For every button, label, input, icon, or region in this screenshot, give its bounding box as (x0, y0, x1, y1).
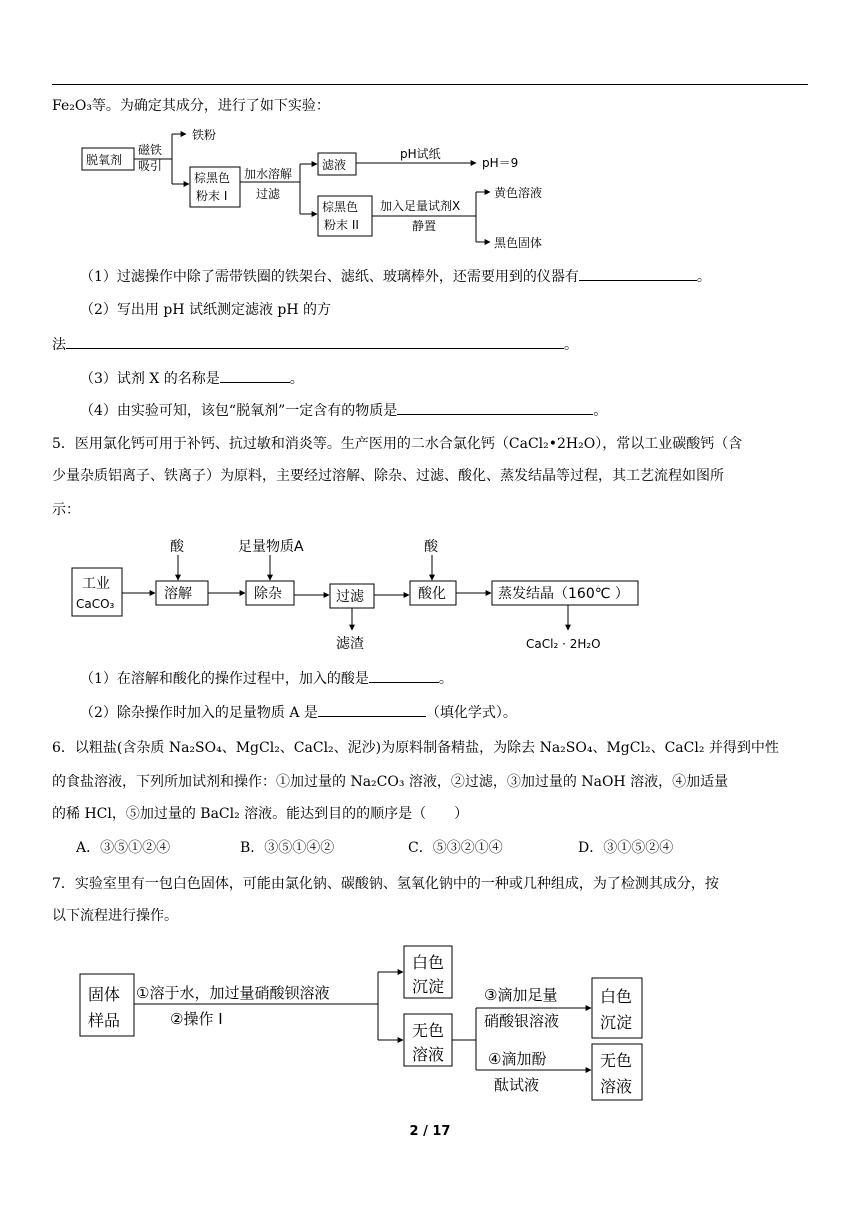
clear-solution-1a: 无色 (412, 1021, 445, 1040)
acid-input-1: 酸 (170, 539, 184, 555)
q5-line1: 5．医用氯化钙可用于补钙、抗过敏和消炎等。生产医用的二水合氯化钙（CaCl₂•2H₂O），常以工业碳酸钙（含 (52, 436, 743, 452)
raw-material-label-2: CaCO₃ (76, 597, 115, 611)
dissolve-step: 溶解 (164, 586, 192, 602)
q6-option-c[interactable]: C．⑤③②①④ (408, 840, 503, 856)
dissolve-label: 加水溶解 (244, 167, 293, 181)
magnet-label-1: 磁铁 (138, 143, 163, 157)
ph-result-label: pH＝9 (482, 156, 519, 170)
step2-label: ②操作 I (170, 1010, 223, 1028)
answer-blank[interactable] (220, 368, 290, 383)
substance-a-input: 足量物质A (238, 539, 304, 555)
step3-label-b: 硝酸银溶液 (484, 1012, 560, 1030)
ph-paper-label: pH试纸 (400, 147, 441, 161)
filter-label: 过滤 (256, 187, 281, 201)
clear-solution-2a: 无色 (600, 1051, 633, 1070)
clear-solution-1b: 溶液 (412, 1045, 445, 1064)
magnet-label-2: 吸引 (138, 159, 163, 173)
start-box-label: 脱氧剂 (86, 153, 123, 167)
q5-part1: （1）在溶解和酸化的操作过程中，加入的酸是 。 (80, 668, 453, 689)
intro-text: Fe₂O₃等。为确定其成分，进行了如下实验： (52, 98, 330, 114)
powder2-label-b: 粉末 II (324, 218, 359, 232)
filtrate-box-label: 滤液 (322, 158, 347, 172)
q4-part4: （4）由实验可知，该包“脱氧剂”一定含有的物质是 。 (80, 400, 607, 421)
acid-input-2: 酸 (424, 539, 438, 555)
clear-solution-2b: 溶液 (600, 1077, 633, 1096)
q6-option-b[interactable]: B．③⑤①④② (240, 840, 335, 856)
reagent-label: 加入足量试剂X (380, 199, 461, 213)
page-number: 2 / 17 (409, 1124, 451, 1139)
white-precipitate-2b: 沉淀 (600, 1013, 633, 1032)
q5-line3: 示： (52, 502, 80, 518)
answer-blank[interactable] (318, 702, 426, 717)
q6-line1: 6．以粗盐(含杂质 Na₂SO₄、MgCl₂、CaCl₂、泥沙)为原料制备精盐，为除去 Na₂SO₄、MgCl₂、CaCl₂ 并得到中性 (52, 740, 779, 756)
yellow-solution-label: 黄色溶液 (494, 186, 543, 200)
q5-line2: 少量杂质铝离子、铁离子）为原料，主要经过溶解、除杂、过滤、酸化、蒸发结晶等过程，其工艺流程如图所 (52, 468, 724, 484)
q5-part2: （2）除杂操作时加入的足量物质 A 是 （填化学式）。 (80, 702, 517, 723)
step1-label: ①溶于水，加过量硝酸钡溶液 (136, 984, 330, 1002)
powder1-label-a: 棕黑色 (194, 171, 231, 185)
sample-label-2: 样品 (88, 1011, 121, 1030)
residue-output: 滤渣 (336, 636, 364, 652)
q4-part2-line1: （2）写出用 pH 试纸测定滤液 pH 的方 (80, 302, 332, 318)
white-precipitate-1b: 沉淀 (412, 977, 445, 996)
q6-line3: 的稀 HCl，⑤加过量的 BaCl₂ 溶液。能达到目的的顺序是（ ） (52, 806, 469, 822)
filter-step: 过滤 (336, 589, 364, 605)
q6-option-d[interactable]: D．③①⑤②④ (578, 840, 674, 856)
answer-blank[interactable] (66, 334, 564, 349)
stand-label: 静置 (412, 219, 437, 233)
powder2-label-a: 棕黑色 (322, 200, 359, 214)
header-rule (52, 84, 808, 85)
raw-material-label-1: 工业 (82, 576, 110, 592)
q6-option-a[interactable]: A．③⑤①②④ (76, 840, 171, 856)
step4-label-b: 酞试液 (494, 1076, 540, 1094)
q4-part3: （3）试剂 X 的名称是 。 (80, 368, 304, 389)
white-precipitate-1a: 白色 (412, 953, 445, 972)
white-precipitate-2a: 白色 (600, 987, 633, 1006)
step3-label-a: ③滴加足量 (484, 986, 558, 1004)
product-output: CaCl₂ · 2H₂O (526, 637, 601, 651)
sample-label-1: 固体 (88, 985, 121, 1004)
q7-line1: 7．实验室里有一包白色固体，可能由氯化钠、碳酸钠、氢氧化钠中的一种或几种组成，为了检测其成分，按 (52, 876, 719, 892)
remove-impurity-step: 除杂 (254, 586, 282, 602)
acidify-step: 酸化 (418, 586, 446, 602)
black-solid-label: 黑色固体 (494, 236, 543, 250)
evaporation-step: 蒸发结晶（160℃ ） (498, 586, 629, 602)
q7-line2: 以下流程进行操作。 (52, 908, 178, 924)
q6-line2: 的食盐溶液，下列所加试剂和操作：①加过量的 Na₂CO₃ 溶液，②过滤，③加过量的 NaOH 溶液，④加适量 (52, 774, 729, 790)
powder1-label-b: 粉末 I (196, 189, 228, 203)
step4-label-a: ④滴加酚 (488, 1050, 547, 1068)
answer-blank[interactable] (369, 668, 439, 683)
answer-blank[interactable] (397, 400, 593, 415)
q4-part2-line2: 法 。 (52, 334, 578, 355)
q4-part1: （1）过滤操作中除了需带铁圈的铁架台、滤纸、玻璃棒外，还需要用到的仪器有 。 (80, 266, 711, 287)
iron-powder-label: 铁粉 (192, 128, 217, 142)
answer-blank[interactable] (579, 266, 697, 281)
